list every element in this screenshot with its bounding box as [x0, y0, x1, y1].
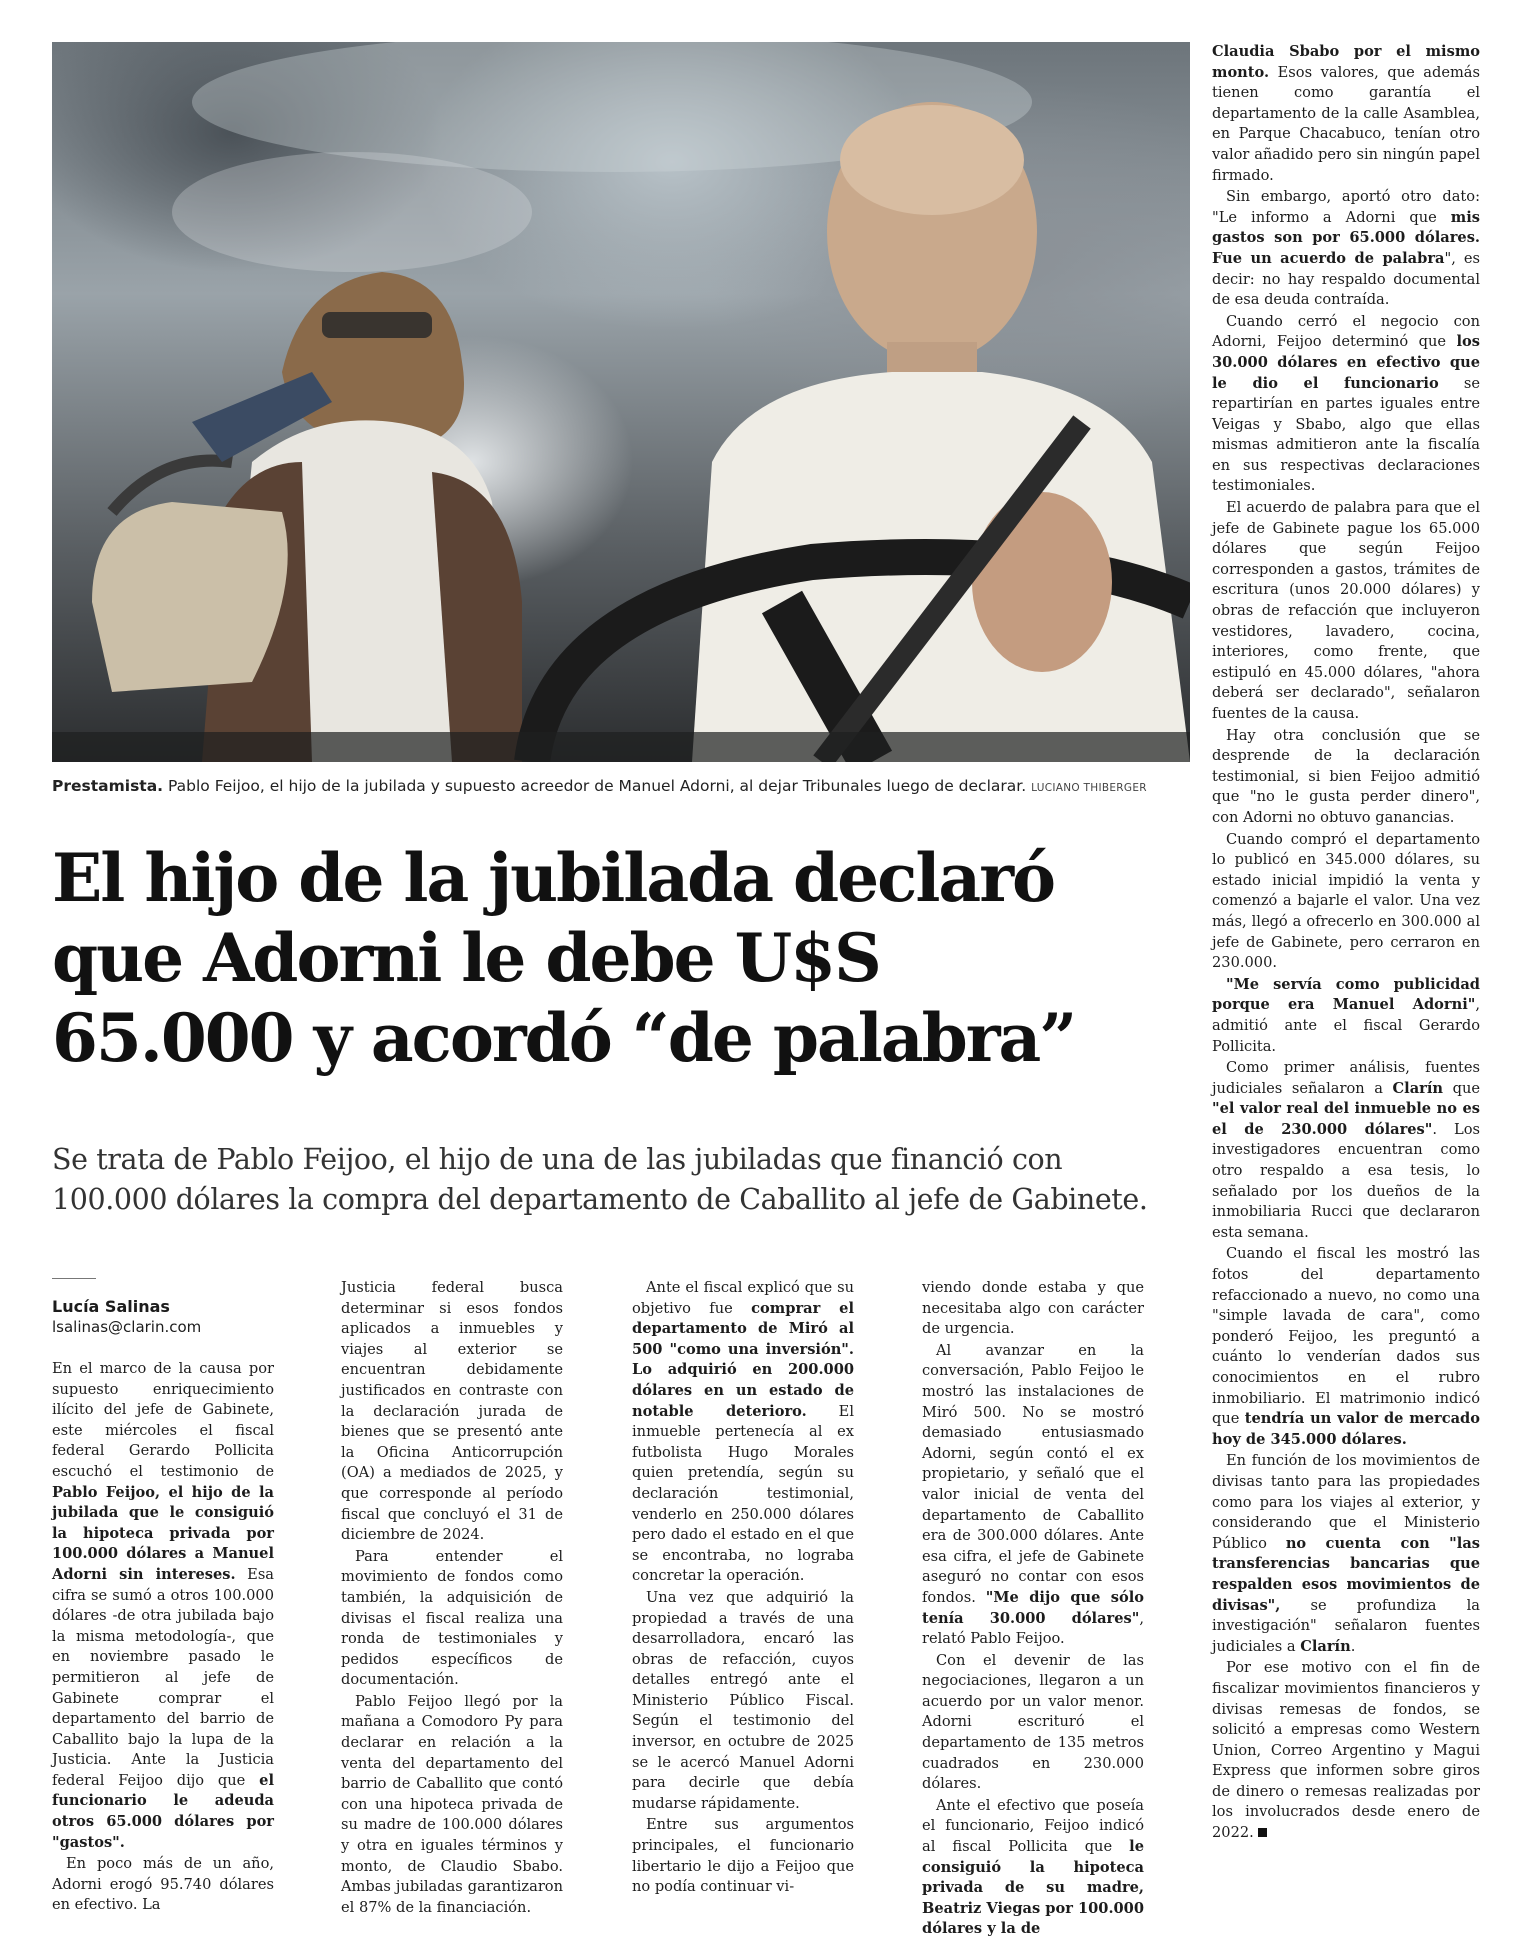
paragraph: Pablo Feijoo llegó por la mañana a Comodoro Py para declarar en relación a la venta del departamento del barrio de Caballito que contó con una hipoteca privada de su madre de 100.000 dólares y otra en iguales términos y monto, de Claudio Sbabo. Ambas jubiladas garantizaron el 87% de la financiación.: [341, 1692, 563, 1916]
paragraph: Cuando cerró el negocio con Adorni, Feijoo determinó que los 30.000 dólares en efectivo que le dio el funcionario se repartirían en partes iguales entre Veigas y Sbabo, algo que ellas mismas admitieron ante la fiscalía en sus respectivas declaraciones testimoniales.: [1212, 312, 1481, 495]
paragraph: En el marco de la causa por supuesto enriquecimiento ilícito del jefe de Gabinete, este miércoles el fiscal federal Gerardo Pollicita escuchó el testimonio de Pablo Feijoo, el hijo de la jubilada que le consiguió la hipoteca privada por 100.000 dólares a Manuel Adorni sin intereses. Esa cifra se sumó a otros 100.000 dólares -de otra jubilada bajo la misma metodología-, que en noviembre pasado le permitieron al jefe de Gabinete comprar el departamento del barrio de Caballito bajo la lupa de la Justicia. Ante la Justicia federal Feijoo dijo que el funcionario le adeuda otros 65.000 dólares por "gastos".: [52, 1360, 275, 1851]
article-column-1: [52, 1278, 274, 1917]
byline-author: Lucía Salinas: [52, 1297, 170, 1316]
paragraph: viendo donde estaba y que necesitaba algo con carácter de urgencia.: [922, 1279, 1144, 1338]
byline-email: lsalinas@clarin.com: [52, 1318, 202, 1336]
paragraph: Cuando el fiscal les mostró las fotos del departamento refaccionado a nuevo, no como una "simple lavada de cara", como ponderó Feijoo, les preguntó a cuánto lo venderían dados sus conocimientos en el rubro inmobiliario. El matrimonio indicó que tendría un valor de mercado hoy de 345.000 dólares.: [1212, 1245, 1480, 1448]
photo-caption: [52, 776, 1190, 798]
paragraph: Una vez que adquirió la propiedad a través de una desarrolladora, encaró las obras de refacción, cuyos detalles entregó ante el Ministerio Público Fiscal. Según el testimonio del inversor, en octubre de 2025 se le acercó Manuel Adorni para decirle que debía mudarse rápidamente.: [632, 1588, 854, 1812]
caption-text: Pablo Feijoo, el hijo de la jubilada y supuesto acreedor de Manuel Adorni, al dejar Tribunales luego de declarar.: [163, 777, 1027, 795]
caption-lead: Prestamista.: [52, 777, 164, 795]
article-column-5: [1212, 42, 1480, 1845]
paragraph: En poco más de un año, Adorni erogó 95.740 dólares en efectivo. La: [52, 1855, 274, 1914]
headline-line-3: 65.000 y acordó “de palabra”: [52, 999, 1076, 1077]
paragraph: Con el devenir de las negociaciones, llegaron a un acuerdo por un valor menor. Adorni escrituró el departamento de 135 metros cuadrados en 230.000 dólares.: [922, 1651, 1144, 1793]
paragraph: Entre sus argumentos principales, el funcionario libertario le dijo a Feijoo que no podía continuar vi-: [632, 1816, 854, 1896]
article-column-4: [922, 1278, 1144, 1941]
photo-illustration: [52, 42, 1190, 762]
article-column-3: [632, 1278, 854, 1899]
headline-line-1: El hijo de la jubilada declaró: [52, 839, 1054, 917]
paragraph: Por ese motivo con el fin de fiscalizar movimientos financieros y divisas remesas de fondos, se solicitó a empresas como Western Union, Correo Argentino y Magui Express que informen sobre giros de dinero o remesas realizadas por los involucrados desde enero de 2022.: [1212, 1659, 1480, 1842]
paragraph: Ante el fiscal explicó que su objetivo fue comprar el departamento de Miró al 500 "como una inversión". Lo adquirió en 200.000 dólares en un estado de notable deterioro. El inmueble pertenecía al ex futbolista Hugo Morales quien pretendía, según su declaración testimonial, venderlo en 250.000 dólares pero dado el estado en el que se encontraba, no lograba concretar la operación.: [632, 1279, 854, 1585]
headline: [52, 838, 1192, 1078]
paragraph: Hay otra conclusión que se desprende de la declaración testimonial, si bien Feijoo admitió que "no le gusta perder dinero", con Adorni no obtuvo ganancias.: [1212, 726, 1480, 826]
deck-line-1: Se trata de Pablo Feijoo, el hijo de una de las jubiladas que financió con: [52, 1143, 1063, 1176]
paragraph: Ante el efectivo que poseía el funcionario, Feijoo indicó al fiscal Pollicita que le consiguió la hipoteca privada de su madre, Beatriz Viegas por 100.000 dólares y la de: [922, 1796, 1144, 1938]
paragraph: "Me servía como publicidad porque era Manuel Adorni", admitió ante el fiscal Gerardo Pollicita.: [1212, 975, 1480, 1055]
deck-subheadline: [52, 1140, 1192, 1220]
paragraph: Claudia Sbabo por el mismo monto. Esos valores, que además tienen como garantía el departamento de la calle Asamblea, en Parque Chacabuco, tenían otro valor añadido pero sin ningún papel firmado.: [1212, 43, 1480, 184]
paragraph: Para entender el movimiento de fondos como también, la adquisición de divisas el fiscal realiza una ronda de testimoniales y pedidos específicos de documentación.: [341, 1547, 563, 1689]
photo-credit: LUCIANO THIBERGER: [1031, 782, 1147, 794]
paragraph: Justicia federal busca determinar si esos fondos aplicados a inmuebles y viajes al exterior se encuentran debidamente justificados en contraste con la declaración jurada de bienes que se presentó ante la Oficina Anticorrupción (OA) a mediados de 2025, y que corresponde al período fiscal que concluyó el 31 de diciembre de 2024.: [341, 1279, 563, 1544]
paragraph: Sin embargo, aportó otro dato: "Le informo a Adorni que mis gastos son por 65.000 dólares. Fue un acuerdo de palabra", es decir: no hay respaldo documental de esa deuda contraída.: [1212, 188, 1480, 309]
end-of-article-mark: [1258, 1828, 1267, 1837]
paragraph: Como primer análisis, fuentes judiciales señalaron a Clarín que "el valor real del inmueble no es el de 230.000 dólares". Los investigadores encuentran como otro respaldo a esa tesis, lo señalado por los dueños de la inmobiliaria Rucci que declararon esta semana.: [1212, 1059, 1480, 1241]
byline-rule: [52, 1278, 96, 1279]
paragraph: En función de los movimientos de divisas tanto para las propiedades como para los viajes al exterior, y considerando que el Ministerio Público no cuenta con "las transferencias bancarias que respalden esos movimientos de divisas", se profundiza la investigación" señalaron fuentes judiciales a Clarín.: [1212, 1452, 1480, 1655]
paragraph: Cuando compró el departamento lo publicó en 345.000 dólares, su estado inicial impidió la venta y comenzó a bajarle el valor. Una vez más, llegó a ofrecerlo en 300.000 al jefe de Gabinete, pero cerraron en 230.000.: [1212, 830, 1480, 972]
headline-line-2: que Adorni le debe U$S: [52, 919, 880, 997]
article-column-2: [341, 1278, 563, 1919]
deck-line-2: 100.000 dólares la compra del departamento de Caballito al jefe de Gabinete.: [52, 1183, 1148, 1216]
article-photo: [52, 42, 1190, 762]
paragraph: Al avanzar en la conversación, Pablo Feijoo le mostró las instalaciones de Miró 500. No se mostró demasiado entusiasmado Adorni, según contó el ex propietario, y señaló que el valor inicial de venta del departamento de Caballito era de 300.000 dólares. Ante esa cifra, el jefe de Gabinete aseguró no contar con esos fondos. "Me dijo que sólo tenía 30.000 dólares", relató Pablo Feijoo.: [922, 1341, 1145, 1648]
paragraph: El acuerdo de palabra para que el jefe de Gabinete pague los 65.000 dólares que según Feijoo corresponden a gastos, trámites de escritura (unos 20.000 dólares) y obras de refacción que incluyeron vestidores, lavadero, cocina, interiores, como frente, que estipuló en 45.000 dólares, "ahora deberá ser declarado", señalaron fuentes de la causa.: [1212, 499, 1480, 722]
